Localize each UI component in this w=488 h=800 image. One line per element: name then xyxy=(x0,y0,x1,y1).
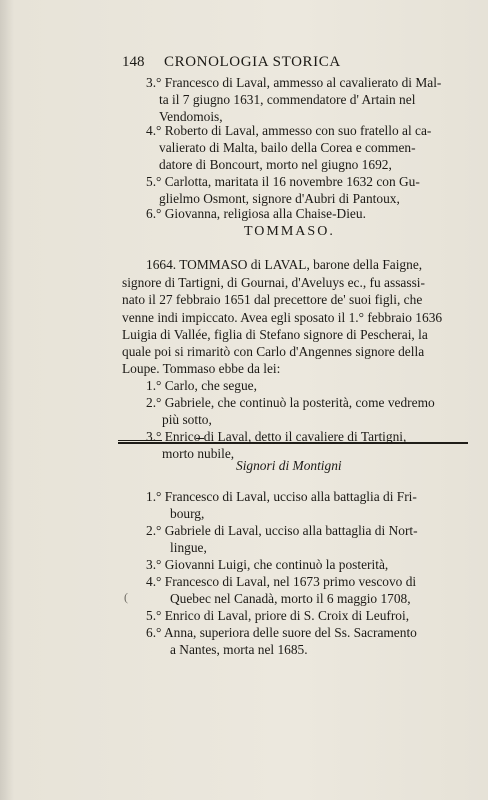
text-line: nato il 27 febbraio 1651 dal precettore de' suoi figli, che xyxy=(122,292,423,307)
rule-short xyxy=(196,438,204,439)
text-line: 3.° Enrico di Laval, detto il cavaliere di Tartigni, xyxy=(146,429,407,444)
text-line: 1.° Francesco di Laval, ucciso alla battaglia di Fri- xyxy=(146,489,417,504)
text-line: glielmo Osmont, signore d'Aubri di Pantoux, xyxy=(159,191,400,206)
page-header xyxy=(122,54,422,72)
text-line: venne indi impiccato. Avea egli sposato il 1.° febbraio 1636 xyxy=(122,310,443,325)
text-line: 3.° Giovanni Luigi, che continuò la posterità, xyxy=(146,557,389,572)
text-line: 3.° Francesco di Laval, ammesso al cavalierato di Mal- xyxy=(146,75,442,90)
text-line: 4.° Francesco di Laval, nel 1673 primo vescovo di xyxy=(146,574,417,589)
text-line: lingue, xyxy=(170,540,207,555)
rule-left-segment xyxy=(118,440,162,441)
text-line: 6.° Anna, superiora delle suore del Ss. Sacramento xyxy=(146,625,417,640)
text-line: ta il 7 giugno 1631, commendatore d' Artain nel xyxy=(159,92,416,107)
separator-rule xyxy=(118,442,468,444)
text-line: 1.° Carlo, che segue, xyxy=(146,378,257,393)
section-heading: TOMMASO. xyxy=(244,224,335,239)
text-line: 6.° Giovanna, religiosa alla Chaise-Dieu. xyxy=(146,206,366,221)
running-title: CRONOLOGIA STORICA xyxy=(164,54,341,70)
text-line: valierato di Malta, bailo della Corea e commen- xyxy=(159,140,416,155)
text-line: 4.° Roberto di Laval, ammesso con suo fratello al ca- xyxy=(146,123,432,138)
text-line: 5.° Carlotta, maritata il 16 novembre 1632 con Gu- xyxy=(146,174,420,189)
text-line: Luigia di Vallée, figlia di Stefano signore di Pescherai, la xyxy=(122,327,428,342)
text-line: datore di Boncourt, morto nel giugno 1692, xyxy=(159,157,392,172)
text-line: a Nantes, morta nel 1685. xyxy=(170,642,308,657)
text-line: quale poi si rimaritò con Carlo d'Angennes signore della xyxy=(122,344,425,359)
text-line: morto nubile, xyxy=(162,446,235,461)
subheading: Signori di Montigni xyxy=(236,458,342,473)
margin-mark: ( xyxy=(124,590,128,604)
text-line: Loupe. Tommaso ebbe da lei: xyxy=(122,361,281,376)
text-line: bourg, xyxy=(170,506,205,521)
text-line: più sotto, xyxy=(162,412,212,427)
text-line: signore di Tartigni, di Gournai, d'Aveluys ec., fu assassi- xyxy=(122,275,425,290)
page-number: 148 xyxy=(122,54,145,70)
text-line: Vendomois, xyxy=(159,109,223,124)
text-line: Quebec nel Canadà, morto il 6 maggio 1708, xyxy=(170,591,411,606)
text-line: 5.° Enrico di Laval, priore di S. Croix di Leufroi, xyxy=(146,608,410,623)
text-line: 1664. TOMMASO di LAVAL, barone della Faigne, xyxy=(146,257,423,272)
text-line: 2.° Gabriele, che continuò la posterità, come vedremo xyxy=(146,395,435,410)
text-line: 2.° Gabriele di Laval, ucciso alla battaglia di Nort- xyxy=(146,523,418,538)
